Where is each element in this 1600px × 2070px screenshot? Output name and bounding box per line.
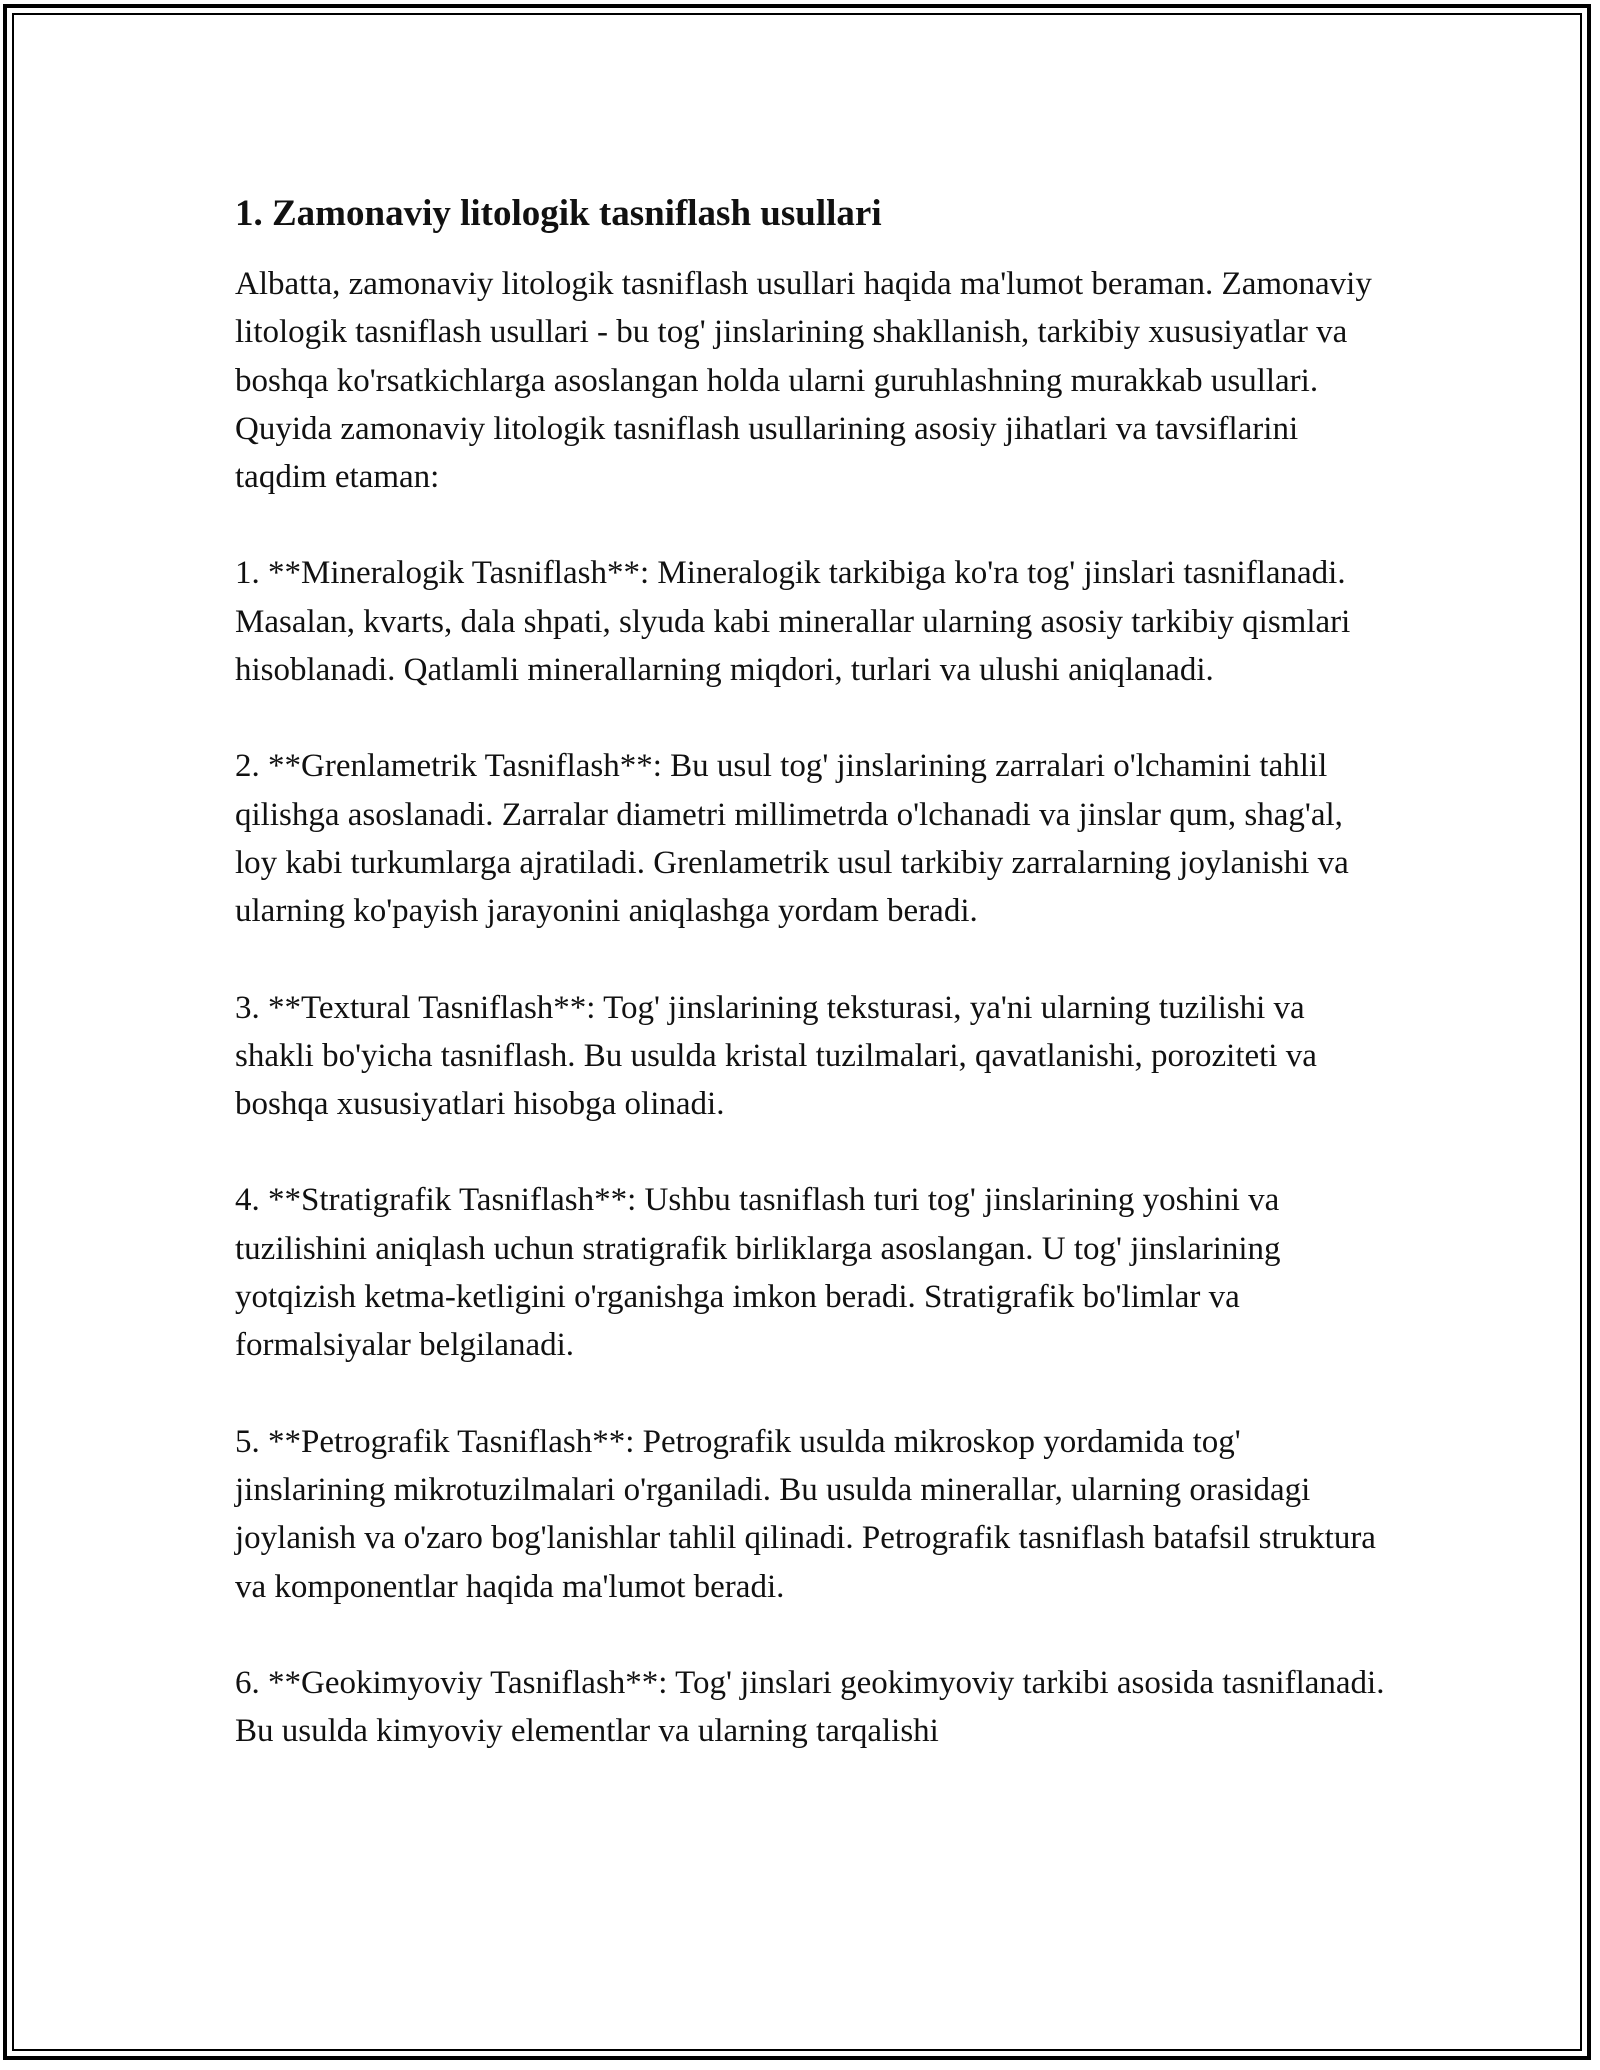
list-item-textural: 3. **Textural Tasniflash**: Tog' jinslarining teksturasi, ya'ni ularning tuzilishi va shakli bo'yicha tasniflash. Bu usulda kristal tuzilmalari, qavatlanishi, poroziteti va boshqa xususiyatlari hisobga olinadi. xyxy=(235,989,1317,1123)
list-item-grenlametrik: 2. **Grenlametrik Tasniflash**: Bu usul tog' jinslarining zarralari o'lchamini tahlil qilishga asoslanadi. Zarralar diametri millimetrda o'lchanadi va jinslar qum, shag'al, loy kabi turkumlarga ajratiladi. Grenlametrik usul tarkibiy zarralarning joylanishi va ularning ko'payish jarayonini aniqlashga yordam beradi. xyxy=(235,748,1349,930)
list-item-mineralogik: 1. **Mineralogik Tasniflash**: Mineralogik tarkibiga ko'ra tog' jinslari tasniflanadi. Masalan, kvarts, dala shpati, slyuda kabi minerallar ularning asosiy tarkibiy qismlari hisoblanadi. Qatlamli minerallarning miqdori, turlari va ulushi aniqlanadi. xyxy=(235,555,1351,689)
document-body xyxy=(235,188,1385,1803)
list-item-stratigrafik: 4. **Stratigrafik Tasniflash**: Ushbu tasniflash turi tog' jinslarining yoshini va tuzilishini aniqlash uchun stratigrafik birliklarga asoslangan. U tog' jinslarining yotqizish ketma-ketligini o'rganishga imkon beradi. Stratigrafik bo'limlar va formalsiyalar belgilanadi. xyxy=(235,1182,1281,1364)
list-item-petrografik: 5. **Petrografik Tasniflash**: Petrografik usulda mikroskop yordamida tog' jinslarining mikrotuzilmalari o'rganiladi. Bu usulda minerallar, ularning orasidagi joylanish va o'zaro bog'lanishlar tahlil qilinadi. Petrografik tasniflash batafsil struktura va komponentlar haqida ma'lumot beradi. xyxy=(235,1423,1376,1605)
document-heading: 1. Zamonaviy litologik tasniflash usullari xyxy=(235,193,882,234)
list-item-geokimyoviy: 6. **Geokimyoviy Tasniflash**: Tog' jinslari geokimyoviy tarkibi asosida tasniflanadi. Bu usulda kimyoviy elementlar va ularning tarqalishi xyxy=(235,1664,1385,1750)
intro-paragraph: Albatta, zamonaviy litologik tasniflash usullari haqida ma'lumot beraman. Zamonaviy litologik tasniflash usullari - bu tog' jinslarining shakllanish, tarkibiy xususiyatlar va boshqa ko'rsatkichlarga asoslangan holda ularni guruhlashning murakkab usullari. Quyida zamonaviy litologik tasniflash usullarining asosiy jihatlari va tavsiflarini taqdim etaman: xyxy=(235,266,1372,496)
